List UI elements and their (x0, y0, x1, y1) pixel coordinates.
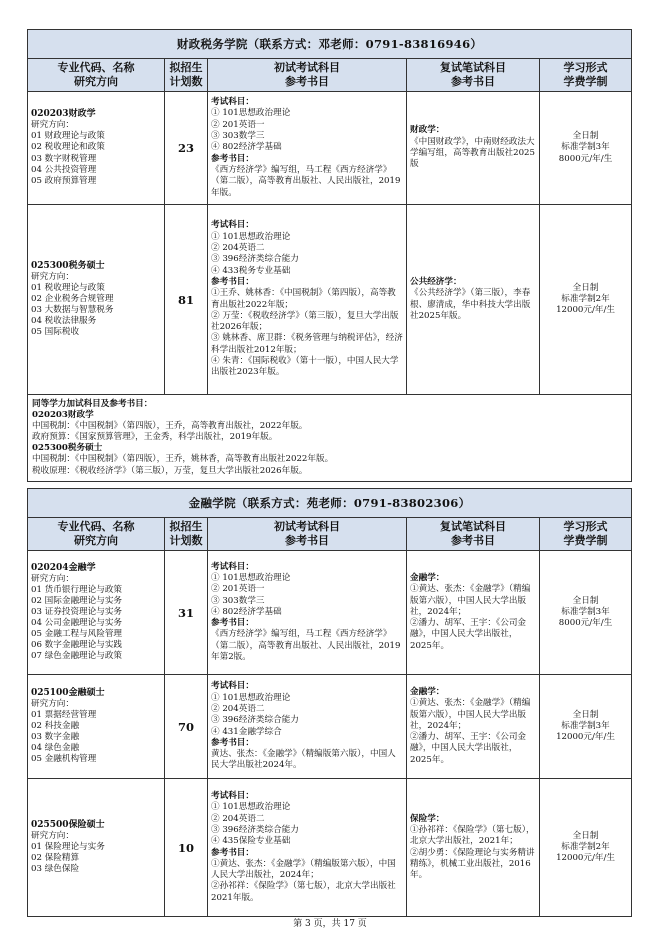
research-direction: 05 国际税收 (31, 327, 80, 338)
exam-item: ② 201英语一 (211, 119, 265, 130)
program-row (28, 675, 632, 779)
program-exam-cell (208, 92, 407, 205)
program-quota: 70 (165, 675, 208, 779)
research-direction: 01 货币银行理论与政策 (31, 584, 123, 595)
program-major-cell: 025500保险硕士 研究方向： 01 保险理论与实务 02 保险精算 03 绿色保险 (28, 779, 165, 917)
research-direction: 02 税收理论和政策 (31, 142, 105, 153)
exam-item: ① 101思想政治理论 (211, 692, 291, 703)
retest-item: ②潘力、胡军、王宇：《公司金融》，中国人民大学出版社，2025年。 (410, 732, 527, 765)
research-direction: 01 财政理论与政策 (31, 131, 105, 142)
exam-item: ③ 396经济类综合能力 (211, 715, 299, 726)
exam-item: ①黄达、张杰：《金融学》（精编版第六版），中国人民大学出版社，2024年； (211, 858, 396, 881)
exam-item: ③ 396经济类综合能力 (211, 254, 299, 265)
program-row (28, 92, 632, 205)
research-direction: 06 数字金融理论与实践 (31, 640, 123, 651)
retest-item: ②潘力、胡军、王宇：《公司金融》，中国人民大学出版社，2025年。 (410, 618, 527, 651)
exam-item: ④ 朱青：《国际税收》（第十一版），中国人民大学出版社2023年版。 (211, 355, 399, 378)
study-form-item: 全日制 (572, 282, 599, 293)
research-direction: 02 企业税务合规管理 (31, 293, 114, 304)
research-direction: 05 政府预算管理 (31, 175, 97, 186)
exam-item: ② 204英语二 (211, 703, 265, 714)
exam-item: ② 204英语二 (211, 813, 265, 824)
exam-item: ① 101思想政治理论 (211, 231, 291, 242)
program-row (28, 779, 632, 917)
school-title: 金融学院（联系方式：苑老师：0791-83802306） (28, 489, 632, 518)
study-form-item: 全日制 (572, 131, 599, 142)
research-direction: 研究方向： (31, 120, 74, 131)
exam-item: ③ 姚林香、席卫群：《税务管理与纳税评估》，经济科学出版社2012年版； (211, 333, 403, 355)
program-major-cell: 020204金融学 研究方向： 01 货币银行理论与政策 02 国际金融理论与实务 03 证券投资理论与实务 04 公司金融理论与实务 05 金融工程与风险管理 06 数字金融理论与实践 07 绿色金融理论与政策 (28, 551, 165, 675)
header-retest: 复试笔试科目 参考书目 (407, 59, 540, 92)
exam-item: ④ 435保险专业基础 (211, 836, 291, 847)
program-exam-cell (208, 205, 407, 395)
exam-item: 参考书目： (211, 737, 254, 748)
study-form-item: 8000元/年/生 (558, 153, 613, 164)
equivalent-exam-line: 020203财政学 (32, 410, 94, 421)
exam-item: ①王乔、姚林香：《中国税制》（第四版），高等教育出版社2022年版； (211, 288, 396, 310)
exam-item: 《西方经济学》编写组，马工程《西方经济学》（第二版），高等教育出版社、人民出版社，2019年版。 (211, 164, 401, 198)
research-direction: 01 税收理论与政策 (31, 282, 105, 293)
exam-item: 参考书目： (211, 847, 254, 858)
research-direction: 03 数字财税管理 (31, 153, 97, 164)
research-direction: 03 证券投资理论与实务 (31, 606, 123, 617)
exam-item: ④ 802经济学基础 (211, 142, 282, 153)
research-direction: 05 金融工程与风险管理 (31, 629, 123, 640)
research-direction: 01 保险理论与实务 (31, 841, 105, 852)
exam-item: 参考书目： (211, 276, 254, 287)
program-exam-cell (208, 551, 407, 675)
program-quota: 81 (165, 205, 208, 395)
program-form-cell (540, 551, 632, 675)
equivalent-exam-row (28, 395, 632, 482)
study-form-item: 8000元/年/生 (558, 618, 613, 629)
exam-item: ① 101思想政治理论 (211, 108, 291, 119)
program-retest-cell (407, 205, 540, 395)
exam-item: 考试科目： (211, 561, 254, 572)
program-row (28, 551, 632, 675)
program-retest-cell (407, 675, 540, 779)
header-quota: 拟招生 计划数 (165, 59, 208, 92)
program-exam-cell (208, 675, 407, 779)
research-direction: 研究方向： (31, 573, 74, 584)
study-form-item: 标准学制3年 (561, 142, 610, 153)
research-direction: 07 绿色金融理论与政策 (31, 651, 123, 662)
program-form-cell (540, 92, 632, 205)
research-direction: 04 公司金融理论与实务 (31, 618, 123, 629)
exam-item: ②孙祁祥：《保险学》（第七版），北京大学出版社2021年版。 (211, 881, 396, 903)
program-major-cell: 025100金融硕士 研究方向： 01 票据经营管理 02 科技金融 03 数字金融 04 绿色金融 05 金融机构管理 (28, 675, 165, 779)
exam-item: ④ 802经济学基础 (211, 606, 282, 617)
program-retest-cell (407, 92, 540, 205)
retest-item: 公共经济学： (410, 276, 462, 287)
retest-item: ①黄达、张杰：《金融学》（精编版第六版），中国人民大学出版社，2024年； (410, 584, 531, 617)
research-direction: 01 票据经营管理 (31, 709, 97, 720)
exam-item: ① 101思想政治理论 (211, 802, 291, 813)
table-finance-tax-school (27, 29, 632, 482)
program-quota: 23 (165, 92, 208, 205)
study-form-item: 标准学制2年 (561, 293, 610, 304)
exam-item: 考试科目： (211, 681, 254, 692)
header-form: 学习形式 学费学制 (540, 518, 632, 551)
retest-item: 财政学： (410, 125, 445, 136)
retest-item: 《中国财政学》，中南财经政法大学编写组，高等教育出版社2025版 (410, 136, 535, 170)
header-form: 学习形式 学费学制 (540, 59, 632, 92)
equivalent-exam-line: 同等学力加试科目及参考书目： (32, 399, 153, 409)
exam-item: ② 201英语一 (211, 584, 265, 595)
study-form-item: 12000元/年/生 (556, 732, 615, 743)
retest-item: 金融学： (410, 686, 445, 697)
research-direction: 研究方向： (31, 830, 74, 841)
header-major: 专业代码、名称 研究方向 (28, 518, 165, 551)
program-exam-cell (208, 779, 407, 917)
retest-item: 《公共经济学》（第三版），李春根、廖清成，华中科技大学出版社2025年版。 (410, 288, 531, 321)
program-quota: 31 (165, 551, 208, 675)
study-form-item: 12000元/年/生 (556, 305, 615, 316)
study-form-item: 12000元/年/生 (556, 853, 615, 864)
research-direction: 03 绿色保险 (31, 864, 80, 875)
exam-item: 《西方经济学》编写组，马工程《西方经济学》（第二版），高等教育出版社、人民出版社，2019年第2版。 (211, 629, 401, 663)
program-form-cell (540, 205, 632, 395)
retest-item: ①孙祁祥：《保险学》（第七版），北京大学出版社，2021年； (410, 824, 535, 847)
exam-item: ② 万莹：《税收经济学》（第三版），复旦大学出版社2026年版； (211, 310, 399, 333)
equivalent-exam-line: 政府预算：《国家预算管理》，王金秀，科学出版社，2019年版。 (32, 432, 278, 443)
header-exam: 初试考试科目 参考书目 (208, 59, 407, 92)
header-quota: 拟招生 计划数 (165, 518, 208, 551)
program-major-cell: 025300税务硕士 研究方向： 01 税收理论与政策 02 企业税务合规管理 03 大数据与智慧税务 04 税收法律服务 05 国际税收 (28, 205, 165, 395)
exam-item: ③ 303数学三 (211, 595, 265, 606)
study-form-item: 全日制 (572, 830, 599, 841)
program-form-cell (540, 675, 632, 779)
equivalent-exam-line: 中国税制：《中国税制》（第四版），王乔，姚林香，高等教育出版社2022年版。 (32, 454, 334, 465)
retest-item: 金融学： (410, 572, 445, 583)
equivalent-exam-line: 税收原理：《税收经济学》（第三版），万莹，复旦大学出版社2026年版。 (32, 465, 308, 476)
table-header (28, 518, 632, 551)
retest-item: ①黄达、张杰：《金融学》（精编版第六版），中国人民大学出版社，2024年； (410, 698, 531, 731)
study-form-item: 标准学制2年 (561, 841, 610, 852)
equivalent-exam-line: 025300税务硕士 (32, 443, 103, 454)
equivalent-exam-line: 中国税制：《中国税制》（第四版），王乔，高等教育出版社，2022年版。 (32, 421, 308, 432)
research-direction: 03 大数据与智慧税务 (31, 305, 114, 316)
exam-item: ③ 303数学三 (211, 131, 265, 142)
retest-item: ②胡少勇：《保险理论与实务精讲精练》，机械工业出版社，2016年。 (410, 847, 535, 881)
exam-item: 考试科目： (211, 791, 254, 802)
program-form-cell (540, 779, 632, 917)
exam-item: 参考书目： (211, 153, 254, 164)
exam-item: ① 101思想政治理论 (211, 572, 291, 583)
program-major-cell: 020203财政学 研究方向： 01 财政理论与政策 02 税收理论和政策 03 数字财税管理 04 公共投资管理 05 政府预算管理 (28, 92, 165, 205)
program-quota: 10 (165, 779, 208, 917)
research-direction: 02 国际金融理论与实务 (31, 595, 123, 606)
program-row (28, 205, 632, 395)
program-retest-cell (407, 551, 540, 675)
study-form-item: 全日制 (572, 595, 599, 606)
exam-item: ④ 431金融学综合 (211, 726, 282, 737)
research-direction: 04 公共投资管理 (31, 164, 97, 175)
research-direction: 研究方向： (31, 698, 74, 709)
retest-item: 保险学： (410, 813, 445, 824)
study-form-item: 全日制 (572, 709, 599, 720)
exam-item: 考试科目： (211, 97, 254, 108)
exam-item: 参考书目： (211, 618, 254, 629)
exam-item: ④ 433税务专业基础 (211, 265, 291, 276)
table-header (28, 59, 632, 92)
research-direction: 02 保险精算 (31, 853, 80, 864)
research-direction: 02 科技金融 (31, 720, 80, 731)
exam-item: ② 204英语二 (211, 243, 265, 254)
exam-item: ③ 396经济类综合能力 (211, 824, 299, 835)
equivalent-exam-cell (28, 395, 632, 482)
research-direction: 04 绿色金融 (31, 743, 80, 754)
research-direction: 研究方向： (31, 271, 74, 282)
research-direction: 03 数字金融 (31, 732, 80, 743)
page-footer: 第 3 页，共 17 页 (293, 919, 367, 929)
school-title: 财政税务学院（联系方式：邓老师：0791-83816946） (28, 30, 632, 59)
study-form-item: 标准学制3年 (561, 606, 610, 617)
research-direction: 05 金融机构管理 (31, 754, 97, 765)
header-major: 专业代码、名称 研究方向 (28, 59, 165, 92)
exam-item: 黄达、张杰：《金融学》（精编版第六版），中国人民大学出版社2024年。 (211, 749, 396, 771)
research-direction: 04 税收法律服务 (31, 316, 97, 327)
table-finance-school (27, 488, 632, 917)
exam-item: 考试科目： (211, 220, 254, 231)
study-form-item: 标准学制3年 (561, 720, 610, 731)
header-retest: 复试笔试科目 参考书目 (407, 518, 540, 551)
program-retest-cell (407, 779, 540, 917)
header-exam: 初试考试科目 参考书目 (208, 518, 407, 551)
